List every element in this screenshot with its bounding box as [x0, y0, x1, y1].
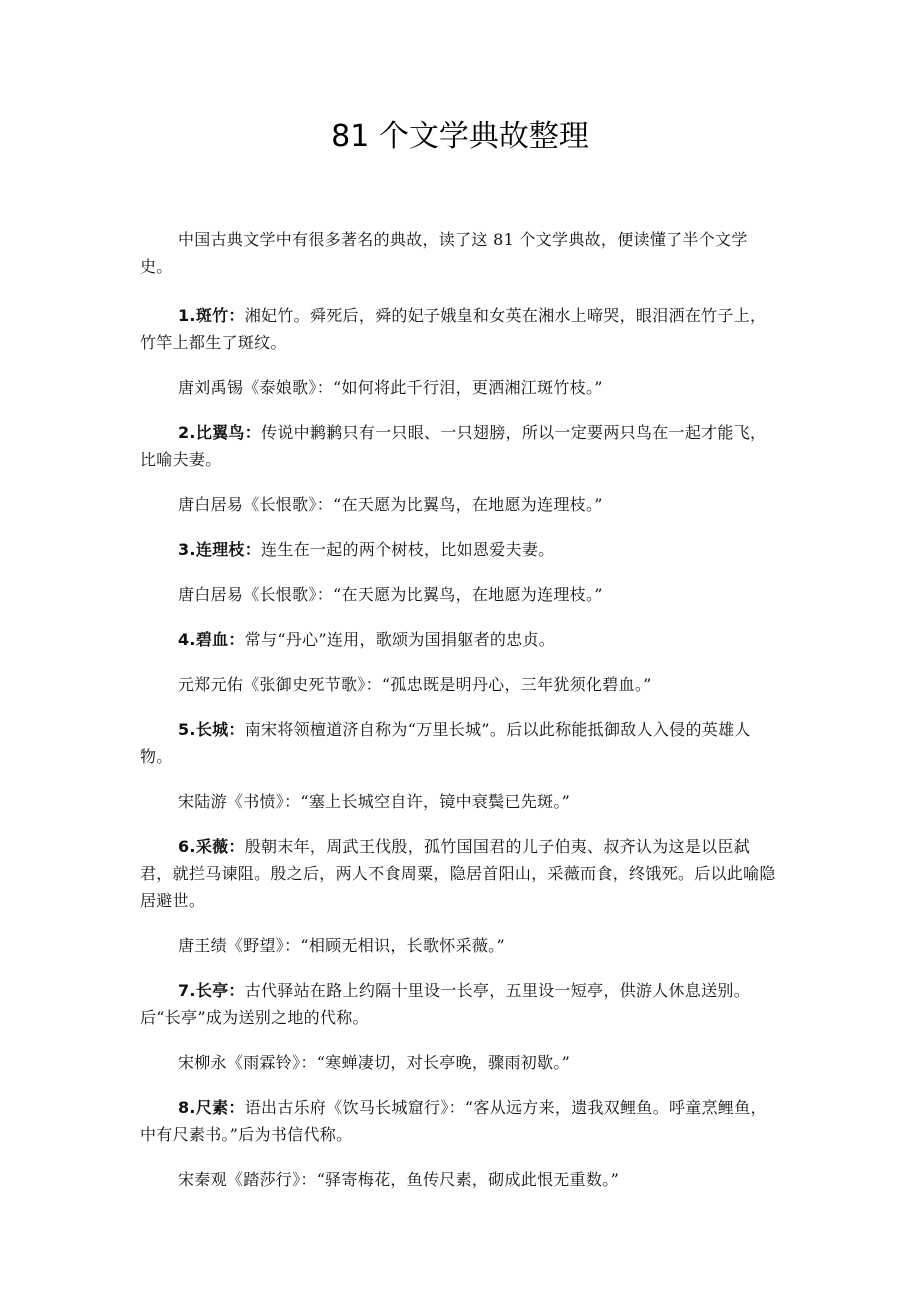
entry-quote: 唐白居易《长恨歌》：“在天愿为比翼鸟，在地愿为连理枝。”	[178, 585, 603, 604]
entry-number: 6.	[178, 837, 196, 856]
entry-description: 传说中鹣鹣只有一只眼、一只翅膀，所以一定要两只鸟在一起才能飞，比喻夫妻。	[140, 423, 767, 469]
entry-definition	[140, 716, 780, 770]
entry-description: 湘妃竹。舜死后，舜的妃子娥皇和女英在湘水上啼哭，眼泪洒在竹子上，竹竿上都生了斑纹。	[140, 306, 767, 352]
entry-number: 1.	[178, 306, 196, 325]
entry-number: 5.	[178, 720, 196, 739]
entry-definition	[140, 833, 780, 914]
entry-term: 长亭：	[195, 981, 245, 1000]
entry-quote: 唐王绩《野望》：“相顾无相识，长歌怀采薇。”	[178, 936, 505, 955]
entry-number: 2.	[178, 423, 196, 442]
entry-number: 4.	[178, 630, 196, 649]
entry-description: 古代驿站在路上约隔十里设一长亭，五里设一短亭，供游人休息送别。后“长亭”成为送别之地的代称。	[140, 981, 751, 1027]
entry-description: 常与“丹心”连用，歌颂为国捐躯者的忠贞。	[244, 630, 556, 649]
entry-quote: 唐白居易《长恨歌》：“在天愿为比翼鸟，在地愿为连理枝。”	[178, 495, 603, 514]
entry-term: 连理枝：	[195, 540, 262, 559]
entry-quote: 宋秦观《踏莎行》：“驿寄梅花，鱼传尺素，砌成此恨无重数。”	[178, 1170, 620, 1189]
entry-number: 3.	[178, 540, 196, 559]
entry-term: 采薇：	[195, 837, 245, 856]
entry-term: 比翼鸟：	[195, 423, 262, 442]
entry-definition	[140, 302, 780, 356]
entry-quote: 宋陆游《书愤》：“塞上长城空自许，镜中衰鬓已先斑。”	[178, 792, 571, 811]
entry-term: 斑竹：	[195, 306, 245, 325]
entry-definition	[140, 626, 780, 653]
entry-number: 7.	[178, 981, 196, 1000]
entry-definition	[140, 419, 780, 473]
document-body	[140, 226, 780, 1211]
intro-paragraph: 中国古典文学中有很多著名的典故，读了这 81 个文学典故，便读懂了半个文学史。	[140, 230, 748, 276]
entry-term: 长城：	[195, 720, 245, 739]
entry-term: 尺素：	[195, 1098, 245, 1117]
entry-quote: 宋柳永《雨霖铃》：“寒蝉凄切，对长亭晚，骤雨初歇。”	[178, 1053, 571, 1072]
entry-definition	[140, 977, 780, 1031]
entry-description: 南宋将领檀道济自称为“万里长城”。后以此称能抵御敌人入侵的英雄人物。	[140, 720, 751, 766]
page-title: 81 个文学典故整理	[331, 119, 589, 154]
entry-number: 8.	[178, 1098, 196, 1117]
entry-quote: 唐刘禹锡《泰娘歌》：“如何将此千行泪，更洒湘江斑竹枝。”	[178, 378, 603, 397]
entry-description: 语出古乐府《饮马长城窟行》：“客从远方来，遗我双鲤鱼。呼童烹鲤鱼，中有尺素书。”后为书信代称。	[140, 1098, 767, 1144]
entry-description: 殷朝末年，周武王伐殷，孤竹国国君的儿子伯夷、叔齐认为这是以臣弑君，就拦马谏阻。殷之后，两人不食周粟，隐居首阳山，采薇而食，终饿死。后以此喻隐居避世。	[140, 837, 776, 910]
entry-quote: 元郑元佑《张御史死节歌》：“孤忠既是明丹心，三年犹须化碧血。”	[178, 675, 652, 694]
entry-term: 碧血：	[195, 630, 245, 649]
entry-definition	[140, 1094, 780, 1148]
entry-definition	[140, 536, 780, 563]
entry-description: 连生在一起的两个树枝，比如恩爱夫妻。	[261, 540, 555, 559]
